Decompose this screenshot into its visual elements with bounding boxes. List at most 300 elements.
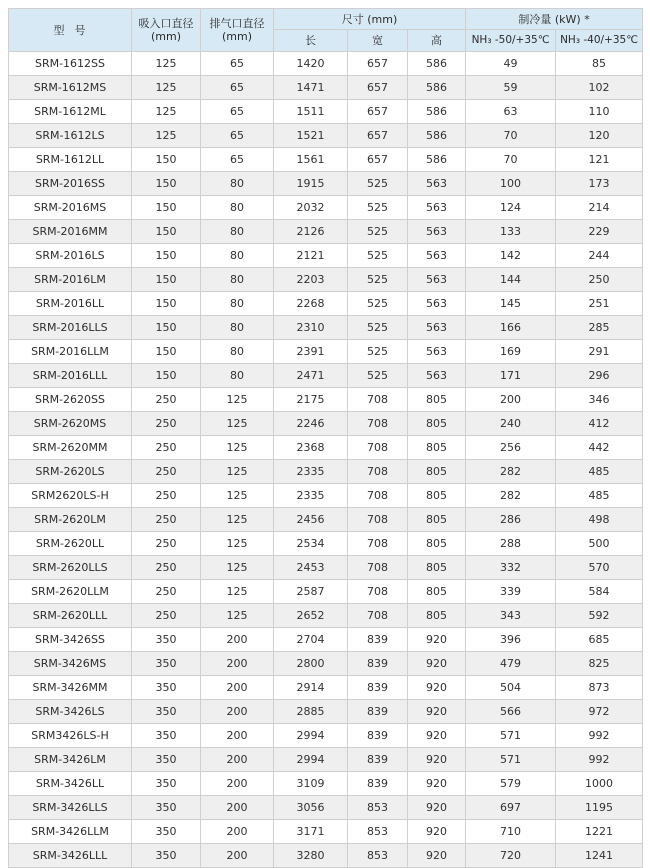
cell-cooling-nh3-40-35: 584 — [556, 580, 643, 604]
cell-width-mm: 657 — [348, 52, 408, 76]
cell-cooling-nh3-50-35: 70 — [466, 124, 556, 148]
cell-width-mm: 525 — [348, 268, 408, 292]
table-row — [9, 556, 643, 580]
cell-cooling-nh3-40-35: 873 — [556, 676, 643, 700]
cell-discharge-diameter-mm: 125 — [201, 556, 274, 580]
cell-discharge-diameter-mm: 200 — [201, 700, 274, 724]
cell-suction-diameter-mm: 250 — [132, 604, 201, 628]
cell-length-mm: 1471 — [274, 76, 348, 100]
cell-model: SRM-1612LL — [9, 148, 132, 172]
cell-cooling-nh3-50-35: 339 — [466, 580, 556, 604]
table-row — [9, 484, 643, 508]
table-row — [9, 436, 643, 460]
cell-cooling-nh3-40-35: 685 — [556, 628, 643, 652]
cell-discharge-diameter-mm: 125 — [201, 412, 274, 436]
cell-cooling-nh3-50-35: 169 — [466, 340, 556, 364]
cell-height-mm: 805 — [408, 388, 466, 412]
table-row — [9, 724, 643, 748]
cell-discharge-diameter-mm: 125 — [201, 532, 274, 556]
cell-cooling-nh3-40-35: 251 — [556, 292, 643, 316]
cell-suction-diameter-mm: 150 — [132, 196, 201, 220]
table-header — [9, 9, 643, 52]
cell-discharge-diameter-mm: 65 — [201, 52, 274, 76]
cell-height-mm: 563 — [408, 172, 466, 196]
cell-cooling-nh3-50-35: 479 — [466, 652, 556, 676]
cell-height-mm: 563 — [408, 340, 466, 364]
cell-cooling-nh3-40-35: 972 — [556, 700, 643, 724]
cell-model: SRM-2016LLS — [9, 316, 132, 340]
cell-cooling-nh3-50-35: 566 — [466, 700, 556, 724]
cell-cooling-nh3-40-35: 592 — [556, 604, 643, 628]
header-length: 长 — [274, 30, 348, 52]
cell-length-mm: 2203 — [274, 268, 348, 292]
cell-height-mm: 586 — [408, 100, 466, 124]
table-row — [9, 196, 643, 220]
header-suction-diameter-line2: (mm) — [150, 30, 181, 43]
table-row — [9, 796, 643, 820]
table-row — [9, 820, 643, 844]
cell-height-mm: 920 — [408, 700, 466, 724]
table-row — [9, 700, 643, 724]
cell-width-mm: 525 — [348, 364, 408, 388]
cell-cooling-nh3-50-35: 288 — [466, 532, 556, 556]
cell-cooling-nh3-50-35: 171 — [466, 364, 556, 388]
cell-suction-diameter-mm: 150 — [132, 364, 201, 388]
table-row — [9, 244, 643, 268]
cell-model: SRM2620LS-H — [9, 484, 132, 508]
table-row — [9, 364, 643, 388]
cell-suction-diameter-mm: 350 — [132, 628, 201, 652]
cell-length-mm: 2126 — [274, 220, 348, 244]
cell-suction-diameter-mm: 350 — [132, 844, 201, 868]
cell-model: SRM-2016SS — [9, 172, 132, 196]
cell-model: SRM-2620LLM — [9, 580, 132, 604]
cell-cooling-nh3-40-35: 120 — [556, 124, 643, 148]
cell-discharge-diameter-mm: 200 — [201, 748, 274, 772]
cell-cooling-nh3-50-35: 133 — [466, 220, 556, 244]
table-row — [9, 100, 643, 124]
table-row — [9, 52, 643, 76]
cell-model: SRM-3426LLM — [9, 820, 132, 844]
cell-length-mm: 2032 — [274, 196, 348, 220]
cell-cooling-nh3-40-35: 1221 — [556, 820, 643, 844]
cell-length-mm: 2994 — [274, 724, 348, 748]
header-nh3-minus40: NH₃ -40/+35℃ — [556, 30, 643, 52]
cell-discharge-diameter-mm: 125 — [201, 604, 274, 628]
cell-model: SRM-2620LL — [9, 532, 132, 556]
cell-suction-diameter-mm: 125 — [132, 124, 201, 148]
table-row — [9, 532, 643, 556]
cell-height-mm: 563 — [408, 292, 466, 316]
cell-suction-diameter-mm: 150 — [132, 340, 201, 364]
header-row-1 — [9, 9, 643, 30]
cell-model: SRM-2016LL — [9, 292, 132, 316]
cell-discharge-diameter-mm: 200 — [201, 676, 274, 700]
cell-discharge-diameter-mm: 80 — [201, 364, 274, 388]
cell-suction-diameter-mm: 125 — [132, 52, 201, 76]
table-row — [9, 220, 643, 244]
cell-length-mm: 1420 — [274, 52, 348, 76]
cell-height-mm: 805 — [408, 484, 466, 508]
cell-height-mm: 805 — [408, 580, 466, 604]
cell-length-mm: 2335 — [274, 460, 348, 484]
cell-width-mm: 525 — [348, 196, 408, 220]
cell-model: SRM-3426SS — [9, 628, 132, 652]
cell-cooling-nh3-40-35: 173 — [556, 172, 643, 196]
cell-width-mm: 525 — [348, 172, 408, 196]
cell-cooling-nh3-50-35: 240 — [466, 412, 556, 436]
cell-discharge-diameter-mm: 200 — [201, 820, 274, 844]
table-row — [9, 604, 643, 628]
cell-cooling-nh3-50-35: 144 — [466, 268, 556, 292]
table-row — [9, 292, 643, 316]
cell-cooling-nh3-50-35: 200 — [466, 388, 556, 412]
cell-model: SRM-2620MM — [9, 436, 132, 460]
cell-cooling-nh3-40-35: 121 — [556, 148, 643, 172]
cell-suction-diameter-mm: 350 — [132, 676, 201, 700]
table-row — [9, 652, 643, 676]
cell-width-mm: 708 — [348, 604, 408, 628]
cell-length-mm: 1915 — [274, 172, 348, 196]
cell-discharge-diameter-mm: 80 — [201, 316, 274, 340]
cell-height-mm: 920 — [408, 676, 466, 700]
cell-discharge-diameter-mm: 65 — [201, 76, 274, 100]
table-row — [9, 412, 643, 436]
table-row — [9, 628, 643, 652]
cell-height-mm: 805 — [408, 460, 466, 484]
cell-height-mm: 563 — [408, 316, 466, 340]
cell-width-mm: 708 — [348, 556, 408, 580]
cell-cooling-nh3-40-35: 570 — [556, 556, 643, 580]
cell-length-mm: 1511 — [274, 100, 348, 124]
cell-model: SRM-1612LS — [9, 124, 132, 148]
cell-discharge-diameter-mm: 80 — [201, 196, 274, 220]
cell-width-mm: 839 — [348, 700, 408, 724]
cell-discharge-diameter-mm: 80 — [201, 268, 274, 292]
header-height: 高 — [408, 30, 466, 52]
cell-cooling-nh3-50-35: 710 — [466, 820, 556, 844]
cell-cooling-nh3-40-35: 1241 — [556, 844, 643, 868]
cell-model: SRM-2620LLL — [9, 604, 132, 628]
cell-cooling-nh3-40-35: 485 — [556, 484, 643, 508]
cell-suction-diameter-mm: 350 — [132, 772, 201, 796]
cell-cooling-nh3-40-35: 291 — [556, 340, 643, 364]
header-width: 宽 — [348, 30, 408, 52]
cell-width-mm: 839 — [348, 748, 408, 772]
compressor-spec-table — [8, 8, 643, 868]
table-row — [9, 340, 643, 364]
cell-suction-diameter-mm: 150 — [132, 268, 201, 292]
cell-model: SRM-3426LLL — [9, 844, 132, 868]
cell-discharge-diameter-mm: 125 — [201, 436, 274, 460]
cell-discharge-diameter-mm: 125 — [201, 388, 274, 412]
cell-suction-diameter-mm: 125 — [132, 100, 201, 124]
cell-width-mm: 657 — [348, 148, 408, 172]
cell-width-mm: 708 — [348, 436, 408, 460]
cell-discharge-diameter-mm: 125 — [201, 508, 274, 532]
cell-width-mm: 708 — [348, 532, 408, 556]
cell-cooling-nh3-50-35: 166 — [466, 316, 556, 340]
cell-height-mm: 563 — [408, 196, 466, 220]
cell-height-mm: 920 — [408, 724, 466, 748]
cell-height-mm: 920 — [408, 652, 466, 676]
cell-length-mm: 2704 — [274, 628, 348, 652]
cell-cooling-nh3-40-35: 110 — [556, 100, 643, 124]
table-row — [9, 124, 643, 148]
cell-cooling-nh3-40-35: 485 — [556, 460, 643, 484]
cell-discharge-diameter-mm: 200 — [201, 796, 274, 820]
cell-suction-diameter-mm: 125 — [132, 76, 201, 100]
cell-width-mm: 839 — [348, 628, 408, 652]
header-model: 型 号 — [9, 9, 132, 52]
cell-discharge-diameter-mm: 125 — [201, 484, 274, 508]
cell-cooling-nh3-40-35: 229 — [556, 220, 643, 244]
cell-height-mm: 805 — [408, 508, 466, 532]
cell-discharge-diameter-mm: 200 — [201, 844, 274, 868]
cell-discharge-diameter-mm: 65 — [201, 148, 274, 172]
cell-cooling-nh3-50-35: 579 — [466, 772, 556, 796]
cell-width-mm: 708 — [348, 580, 408, 604]
cell-suction-diameter-mm: 250 — [132, 508, 201, 532]
table-row — [9, 316, 643, 340]
cell-length-mm: 3056 — [274, 796, 348, 820]
cell-length-mm: 2453 — [274, 556, 348, 580]
cell-suction-diameter-mm: 150 — [132, 244, 201, 268]
cell-model: SRM-2016MM — [9, 220, 132, 244]
cell-suction-diameter-mm: 250 — [132, 556, 201, 580]
cell-width-mm: 657 — [348, 124, 408, 148]
cell-height-mm: 805 — [408, 532, 466, 556]
cell-length-mm: 2885 — [274, 700, 348, 724]
table-row — [9, 772, 643, 796]
cell-discharge-diameter-mm: 200 — [201, 628, 274, 652]
cell-length-mm: 2391 — [274, 340, 348, 364]
cell-width-mm: 853 — [348, 820, 408, 844]
cell-discharge-diameter-mm: 125 — [201, 580, 274, 604]
header-dimensions-group: 尺寸 (mm) — [274, 9, 466, 30]
cell-height-mm: 563 — [408, 244, 466, 268]
cell-cooling-nh3-50-35: 100 — [466, 172, 556, 196]
cell-suction-diameter-mm: 350 — [132, 820, 201, 844]
cell-height-mm: 920 — [408, 628, 466, 652]
cell-cooling-nh3-50-35: 282 — [466, 460, 556, 484]
cell-suction-diameter-mm: 250 — [132, 436, 201, 460]
cell-length-mm: 2335 — [274, 484, 348, 508]
table-body — [9, 52, 643, 868]
cell-width-mm: 525 — [348, 316, 408, 340]
cell-length-mm: 2914 — [274, 676, 348, 700]
cell-cooling-nh3-50-35: 396 — [466, 628, 556, 652]
cell-suction-diameter-mm: 250 — [132, 484, 201, 508]
cell-cooling-nh3-50-35: 571 — [466, 748, 556, 772]
cell-width-mm: 853 — [348, 844, 408, 868]
cell-cooling-nh3-40-35: 825 — [556, 652, 643, 676]
cell-model: SRM-2620SS — [9, 388, 132, 412]
cell-length-mm: 2587 — [274, 580, 348, 604]
cell-discharge-diameter-mm: 200 — [201, 652, 274, 676]
cell-width-mm: 839 — [348, 724, 408, 748]
cell-height-mm: 805 — [408, 604, 466, 628]
cell-model: SRM-2620LS — [9, 460, 132, 484]
cell-model: SRM-3426LL — [9, 772, 132, 796]
cell-width-mm: 853 — [348, 796, 408, 820]
cell-width-mm: 708 — [348, 508, 408, 532]
cell-cooling-nh3-40-35: 296 — [556, 364, 643, 388]
table-row — [9, 148, 643, 172]
cell-cooling-nh3-50-35: 286 — [466, 508, 556, 532]
cell-width-mm: 708 — [348, 460, 408, 484]
cell-length-mm: 2534 — [274, 532, 348, 556]
cell-model: SRM-1612SS — [9, 52, 132, 76]
cell-suction-diameter-mm: 150 — [132, 172, 201, 196]
cell-discharge-diameter-mm: 80 — [201, 172, 274, 196]
cell-length-mm: 3171 — [274, 820, 348, 844]
cell-model: SRM-1612MS — [9, 76, 132, 100]
cell-length-mm: 1561 — [274, 148, 348, 172]
cell-cooling-nh3-40-35: 992 — [556, 748, 643, 772]
cell-width-mm: 708 — [348, 484, 408, 508]
cell-suction-diameter-mm: 350 — [132, 724, 201, 748]
cell-height-mm: 805 — [408, 556, 466, 580]
cell-height-mm: 805 — [408, 436, 466, 460]
cell-suction-diameter-mm: 250 — [132, 412, 201, 436]
cell-suction-diameter-mm: 350 — [132, 652, 201, 676]
cell-cooling-nh3-50-35: 256 — [466, 436, 556, 460]
cell-cooling-nh3-40-35: 250 — [556, 268, 643, 292]
cell-suction-diameter-mm: 150 — [132, 292, 201, 316]
cell-suction-diameter-mm: 350 — [132, 796, 201, 820]
cell-width-mm: 657 — [348, 100, 408, 124]
cell-model: SRM-3426MM — [9, 676, 132, 700]
cell-cooling-nh3-40-35: 442 — [556, 436, 643, 460]
cell-length-mm: 2175 — [274, 388, 348, 412]
cell-height-mm: 586 — [408, 148, 466, 172]
table-row — [9, 844, 643, 868]
cell-cooling-nh3-40-35: 214 — [556, 196, 643, 220]
cell-height-mm: 805 — [408, 412, 466, 436]
cell-suction-diameter-mm: 150 — [132, 316, 201, 340]
cell-model: SRM-2620LLS — [9, 556, 132, 580]
cell-length-mm: 2246 — [274, 412, 348, 436]
cell-model: SRM-2016LM — [9, 268, 132, 292]
cell-length-mm: 2994 — [274, 748, 348, 772]
cell-length-mm: 2268 — [274, 292, 348, 316]
cell-discharge-diameter-mm: 65 — [201, 124, 274, 148]
cell-model: SRM-2620MS — [9, 412, 132, 436]
cell-height-mm: 920 — [408, 772, 466, 796]
cell-length-mm: 3280 — [274, 844, 348, 868]
cell-cooling-nh3-40-35: 992 — [556, 724, 643, 748]
header-nh3-minus50: NH₃ -50/+35℃ — [466, 30, 556, 52]
cell-model: SRM-2016LLM — [9, 340, 132, 364]
cell-width-mm: 525 — [348, 340, 408, 364]
cell-cooling-nh3-40-35: 1000 — [556, 772, 643, 796]
cell-discharge-diameter-mm: 200 — [201, 724, 274, 748]
cell-cooling-nh3-40-35: 498 — [556, 508, 643, 532]
cell-suction-diameter-mm: 250 — [132, 580, 201, 604]
cell-height-mm: 586 — [408, 76, 466, 100]
cell-cooling-nh3-50-35: 59 — [466, 76, 556, 100]
cell-length-mm: 2652 — [274, 604, 348, 628]
cell-discharge-diameter-mm: 80 — [201, 292, 274, 316]
table-row — [9, 676, 643, 700]
table-row — [9, 172, 643, 196]
cell-width-mm: 708 — [348, 388, 408, 412]
cell-width-mm: 657 — [348, 76, 408, 100]
cell-width-mm: 839 — [348, 652, 408, 676]
table-row — [9, 460, 643, 484]
cell-model: SRM-1612ML — [9, 100, 132, 124]
cell-width-mm: 839 — [348, 772, 408, 796]
cell-model: SRM-3426LLS — [9, 796, 132, 820]
cell-height-mm: 563 — [408, 364, 466, 388]
cell-cooling-nh3-50-35: 70 — [466, 148, 556, 172]
cell-suction-diameter-mm: 350 — [132, 748, 201, 772]
table-row — [9, 748, 643, 772]
table-row — [9, 508, 643, 532]
header-suction-diameter — [132, 9, 201, 52]
header-cooling-group: 制冷量 (kW) * — [466, 9, 643, 30]
cell-height-mm: 586 — [408, 52, 466, 76]
cell-length-mm: 2800 — [274, 652, 348, 676]
cell-suction-diameter-mm: 250 — [132, 532, 201, 556]
cell-length-mm: 2121 — [274, 244, 348, 268]
cell-height-mm: 920 — [408, 820, 466, 844]
cell-discharge-diameter-mm: 80 — [201, 220, 274, 244]
cell-model: SRM-3426LM — [9, 748, 132, 772]
cell-height-mm: 563 — [408, 268, 466, 292]
cell-width-mm: 708 — [348, 412, 408, 436]
cell-width-mm: 525 — [348, 244, 408, 268]
header-discharge-diameter-line1: 排气口直径 — [209, 17, 265, 30]
cell-model: SRM-2016LS — [9, 244, 132, 268]
header-discharge-diameter-line2: (mm) — [221, 30, 252, 43]
cell-model: SRM-3426MS — [9, 652, 132, 676]
cell-suction-diameter-mm: 250 — [132, 388, 201, 412]
cell-discharge-diameter-mm: 65 — [201, 100, 274, 124]
cell-cooling-nh3-40-35: 285 — [556, 316, 643, 340]
cell-length-mm: 2310 — [274, 316, 348, 340]
cell-discharge-diameter-mm: 80 — [201, 340, 274, 364]
cell-width-mm: 525 — [348, 220, 408, 244]
cell-height-mm: 563 — [408, 220, 466, 244]
cell-cooling-nh3-40-35: 102 — [556, 76, 643, 100]
cell-length-mm: 1521 — [274, 124, 348, 148]
cell-cooling-nh3-50-35: 145 — [466, 292, 556, 316]
cell-cooling-nh3-50-35: 142 — [466, 244, 556, 268]
table-row — [9, 76, 643, 100]
cell-height-mm: 920 — [408, 796, 466, 820]
cell-suction-diameter-mm: 150 — [132, 148, 201, 172]
cell-height-mm: 920 — [408, 748, 466, 772]
cell-discharge-diameter-mm: 200 — [201, 772, 274, 796]
cell-cooling-nh3-40-35: 1195 — [556, 796, 643, 820]
cell-discharge-diameter-mm: 80 — [201, 244, 274, 268]
cell-length-mm: 3109 — [274, 772, 348, 796]
cell-model: SRM-2620LM — [9, 508, 132, 532]
cell-cooling-nh3-40-35: 244 — [556, 244, 643, 268]
cell-height-mm: 586 — [408, 124, 466, 148]
cell-length-mm: 2368 — [274, 436, 348, 460]
cell-suction-diameter-mm: 150 — [132, 220, 201, 244]
cell-cooling-nh3-50-35: 504 — [466, 676, 556, 700]
cell-cooling-nh3-40-35: 346 — [556, 388, 643, 412]
cell-cooling-nh3-50-35: 343 — [466, 604, 556, 628]
cell-cooling-nh3-50-35: 282 — [466, 484, 556, 508]
table-row — [9, 268, 643, 292]
cell-cooling-nh3-50-35: 332 — [466, 556, 556, 580]
cell-length-mm: 2471 — [274, 364, 348, 388]
